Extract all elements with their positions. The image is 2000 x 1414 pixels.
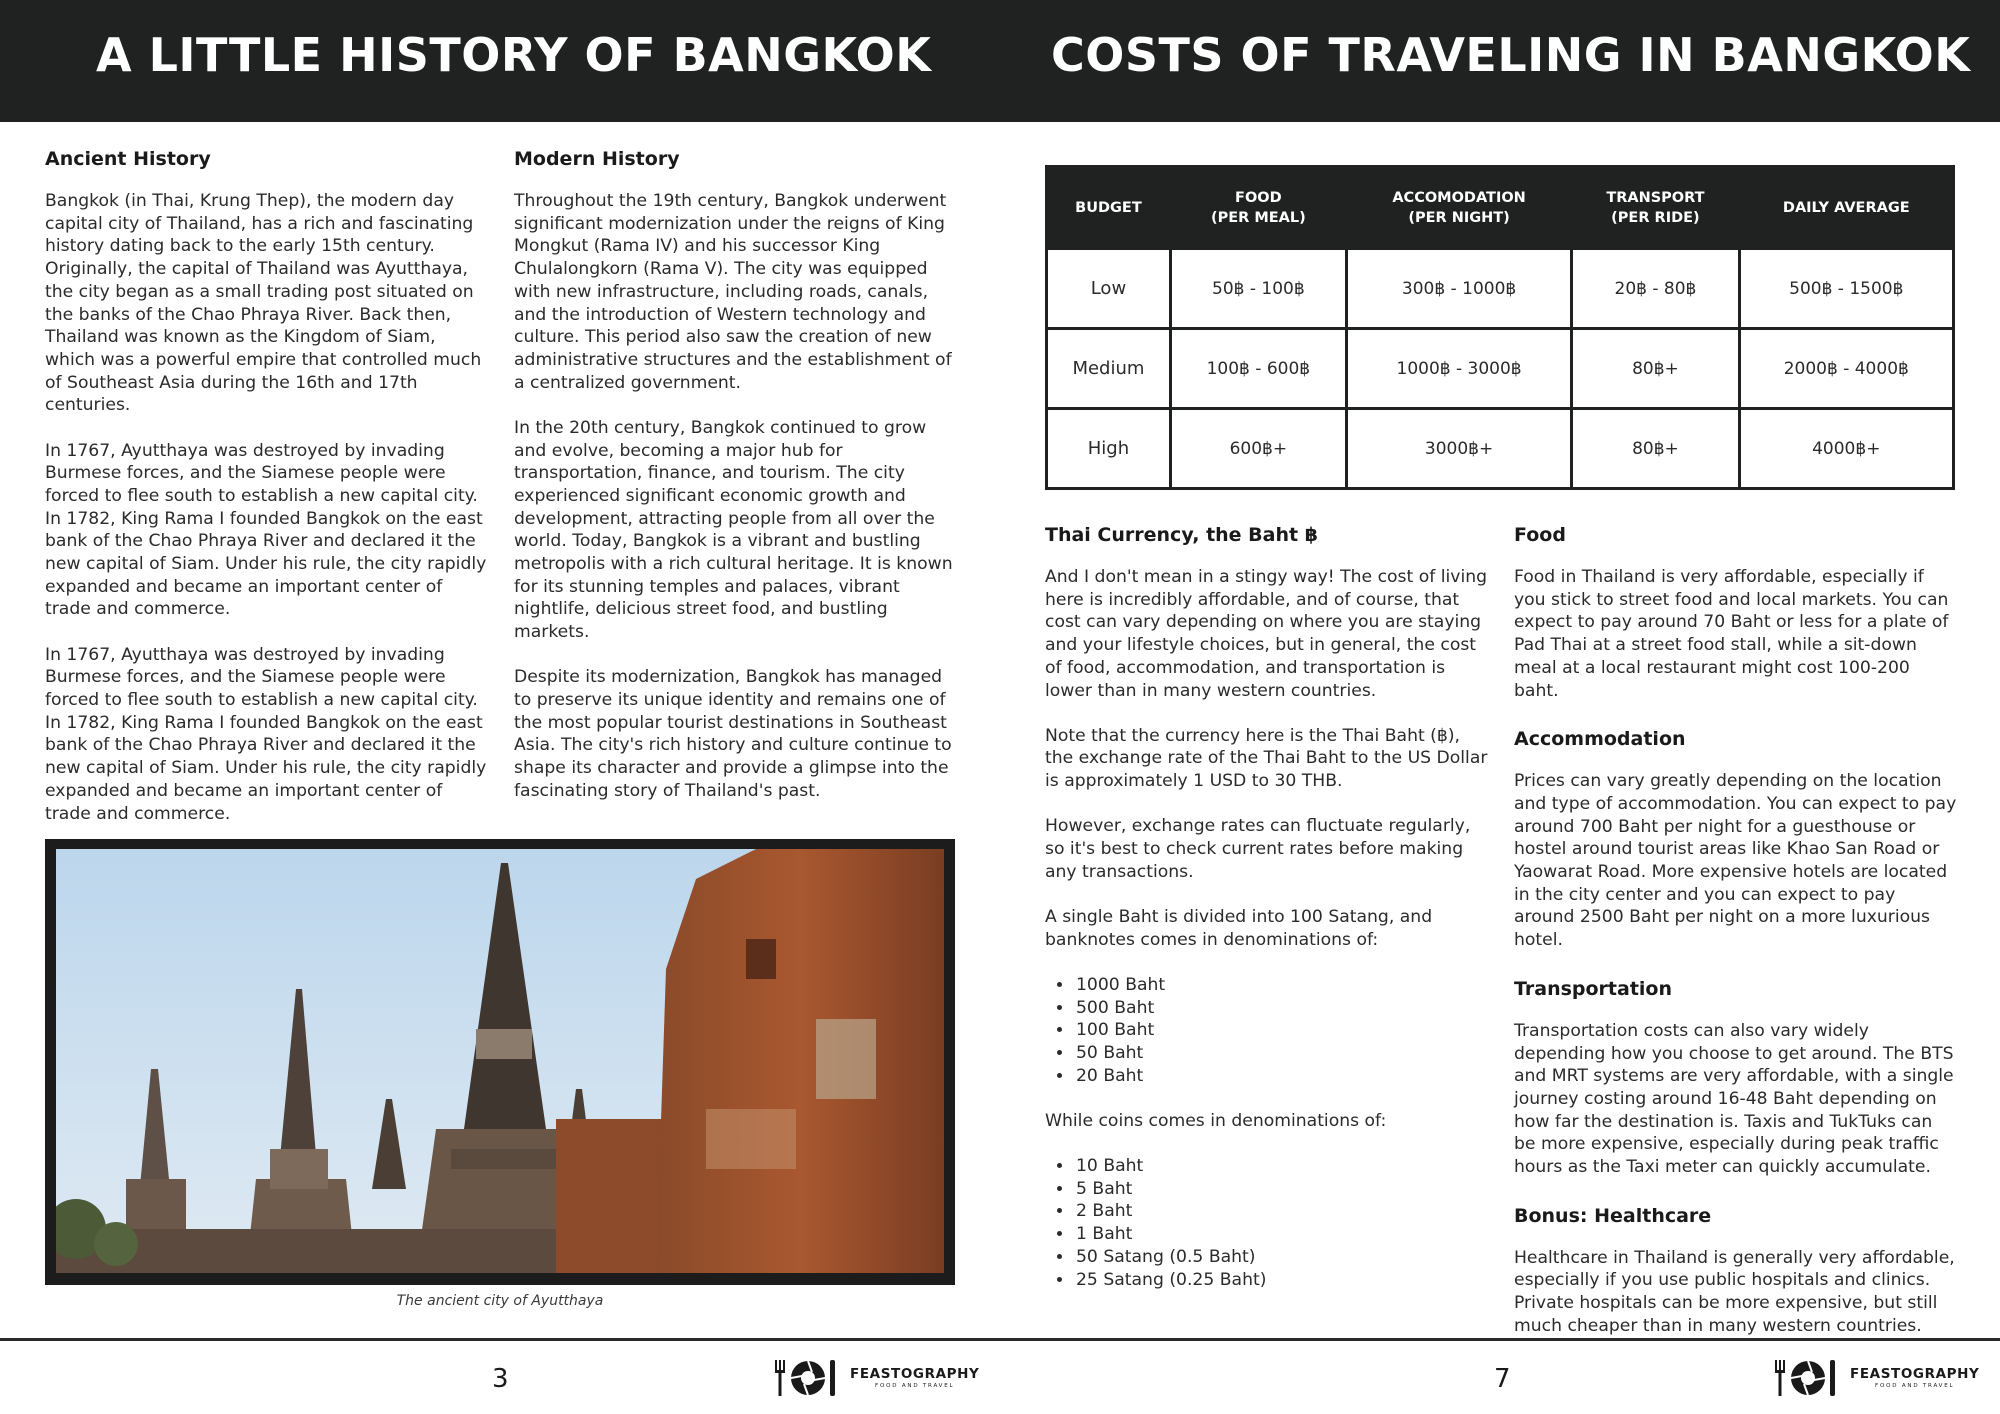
- logo-text: [1850, 1367, 1979, 1390]
- right-page-title: COSTS OF TRAVELING IN BANGKOK: [1051, 28, 1971, 82]
- table-cell: 1000฿ - 3000฿: [1346, 329, 1571, 409]
- transportation-heading: Transportation: [1514, 977, 1673, 1000]
- table-cell: 3000฿+: [1346, 409, 1571, 489]
- list-item: • 5 Baht: [1074, 1178, 1490, 1201]
- table-header: FOOD (PER MEAL): [1170, 167, 1346, 249]
- list-item: • 25 Satang (0.25 Baht): [1074, 1269, 1490, 1292]
- logo-tagline: FOOD AND TRAVEL: [875, 1382, 955, 1389]
- table-cell: 80฿+: [1572, 409, 1739, 489]
- ancient-history-heading: Ancient History: [45, 148, 211, 170]
- list-item: • 10 Baht: [1074, 1155, 1490, 1178]
- ancient-paragraph: Bangkok (in Thai, Krung Thep), the modern day capital city of Thailand, has a rich and fascinating history dating back to the early 15th century. Originally, the capital of Thailand was Ayutthaya, the city began as a small trading post situated on the banks of the Chao Phraya River. Back then, Thailand was known as the Kingdom of Siam, which was a powerful empire that controlled much of Southeast Asia during the 16th and 17th centuries.: [45, 191, 482, 416]
- table-header: DAILY AVERAGE: [1739, 167, 1953, 249]
- table-cell: 2000฿ - 4000฿: [1739, 329, 1953, 409]
- currency-heading: Thai Currency, the Baht ฿: [1045, 524, 1318, 546]
- table-cell: Medium: [1047, 329, 1171, 409]
- currency-paragraph: A single Baht is divided into 100 Satang, and banknotes comes in denominations of:: [1045, 906, 1433, 950]
- right-footer-divider: [1000, 1338, 2000, 1341]
- list-item: • 2 Baht: [1074, 1200, 1490, 1223]
- ancient-history-column: [45, 147, 489, 848]
- coins-list: [1074, 1155, 1490, 1291]
- list-item: • 1000 Baht: [1074, 974, 1490, 997]
- ancient-paragraph: In 1767, Ayutthaya was destroyed by invading Burmese forces, and the Siamese people were forced to flee south to establish a new capital city. In 1782, King Rama I founded Bangkok on the east bank of the Chao Phraya River and declared it the new capital of Siam. Under his rule, the city rapidly expanded and became an important center of trade and commerce.: [45, 440, 487, 620]
- modern-paragraph: In the 20th century, Bangkok continued to grow and evolve, becoming a major hub for transportation, finance, and tourism. The city experienced significant economic growth and development, attracting people from all over the world. Today, Bangkok is a vibrant and bustling metropolis with a rich cultural heritage. It is known for its stunning temples and palaces, vibrant nightlife, delicious street food, and bustling markets.: [514, 417, 953, 643]
- currency-paragraph: While coins comes in denominations of:: [1045, 1110, 1387, 1131]
- table-row: [1047, 329, 1954, 409]
- header-bar: [0, 0, 2000, 122]
- table-cell: 300฿ - 1000฿: [1346, 249, 1571, 329]
- table-header: ACCOMODATION (PER NIGHT): [1346, 167, 1571, 249]
- table-header-row: [1047, 167, 1954, 249]
- currency-column: [1045, 523, 1490, 1314]
- accommodation-heading: Accommodation: [1514, 728, 1686, 751]
- costs-column: [1514, 523, 1959, 1363]
- table-header: BUDGET: [1047, 167, 1171, 249]
- travel-costs-table: [1045, 165, 1955, 490]
- ayutthaya-photo-frame: [45, 839, 955, 1285]
- left-page-title: A LITTLE HISTORY OF BANGKOK: [96, 28, 932, 82]
- accommodation-text: Prices can vary greatly depending on the location and type of accommodation. You can expect to pay around 700 Baht per night for a guesthouse or hostel around tourist areas like Khao San Road or Yaowarat Road. More expensive hotels are located in the city center and you can expect to pay around 2500 Baht per night on a more luxurious hotel.: [1514, 771, 1957, 951]
- table-row: [1047, 249, 1954, 329]
- logo-brand: FEASTOGRAPHY: [850, 1365, 980, 1382]
- feastography-logo-right: [1770, 1358, 1979, 1398]
- list-item: • 50 Satang (0.5 Baht): [1074, 1246, 1490, 1269]
- table-cell: 80฿+: [1572, 329, 1739, 409]
- list-item: • 1 Baht: [1074, 1223, 1490, 1246]
- table-cell: High: [1047, 409, 1171, 489]
- table-cell: 20฿ - 80฿: [1572, 249, 1739, 329]
- logo-tagline: FOOD AND TRAVEL: [1875, 1382, 1955, 1389]
- table-cell: 100฿ - 600฿: [1170, 329, 1346, 409]
- modern-paragraph: Throughout the 19th century, Bangkok underwent significant modernization under the reigns of King Mongkut (Rama IV) and his successor King Chulalongkorn (Rama V). The city was equipped with new infrastructure, including roads, canals, and the introduction of Western technology and culture. This period also saw the creation of new administrative structures and the establishment of a centralized government.: [514, 191, 952, 393]
- table-cell: 4000฿+: [1739, 409, 1953, 489]
- currency-paragraph: Note that the currency here is the Thai Baht (฿), the exchange rate of the Thai Baht to the US Dollar is approximately 1 USD to 30 THB.: [1045, 725, 1488, 792]
- list-item: • 50 Baht: [1074, 1042, 1490, 1065]
- healthcare-text: Healthcare in Thailand is generally very affordable, especially if you use public hospitals and clinics. Private hospitals can be more expensive, but still much cheaper than in many western countries.: [1514, 1247, 1955, 1336]
- currency-paragraph: However, exchange rates can fluctuate regularly, so it's best to check current rates before making any transactions.: [1045, 816, 1471, 882]
- left-footer-divider: [0, 1338, 1000, 1341]
- currency-paragraph: And I don't mean in a stingy way! The cost of living here is incredibly affordable, and of course, that cost can vary depending on where you are staying and your lifestyle choices, but in general, the cost of food, accommodation, and transportation is lower than in many western countries.: [1045, 567, 1488, 701]
- table-cell: Low: [1047, 249, 1171, 329]
- modern-history-column: [514, 147, 958, 825]
- list-item: • 500 Baht: [1074, 997, 1490, 1020]
- modern-paragraph: Despite its modernization, Bangkok has managed to preserve its unique identity and remains one of the most popular tourist destinations in Southeast Asia. The city's rich history and culture continue to shape its character and provide a glimpse into the fascinating story of Thailand's past.: [514, 667, 952, 801]
- healthcare-heading: Bonus: Healthcare: [1514, 1204, 1712, 1227]
- food-heading: Food: [1514, 524, 1566, 546]
- ancient-paragraph: In 1767, Ayutthaya was destroyed by invading Burmese forces, and the Siamese people were forced to flee south to establish a new capital city. In 1782, King Rama I founded Bangkok on the east bank of the Chao Phraya River and declared it the new capital of Siam. Under his rule, the city rapidly expanded and became an important center of trade and commerce.: [45, 644, 487, 824]
- banknotes-list: [1074, 974, 1490, 1088]
- left-page-number: 3: [492, 1364, 509, 1394]
- fork-aperture-icon: [1770, 1358, 1842, 1398]
- transportation-text: Transportation costs can also vary widely depending how you choose to get around. The BTS and MRT systems are very affordable, with a single journey costing around 16-48 Baht depending on how far the destination is. Taxis and TukTuks can be more expensive, especially during peak traffic hours as the Taxi meter can quickly accumulate.: [1514, 1020, 1954, 1178]
- fork-aperture-icon: [770, 1358, 842, 1398]
- table-cell: 50฿ - 100฿: [1170, 249, 1346, 329]
- ayutthaya-photo: [56, 849, 944, 1273]
- ayutthaya-illustration: [56, 849, 944, 1273]
- table-header: TRANSPORT (PER RIDE): [1572, 167, 1739, 249]
- feastography-logo-left: [770, 1358, 979, 1398]
- logo-text: [850, 1367, 979, 1390]
- table-cell: 600฿+: [1170, 409, 1346, 489]
- food-text: Food in Thailand is very affordable, especially if you stick to street food and local markets. You can expect to pay around 70 Baht or less for a plate of Pad Thai at a street food stall, while a sit-down meal at a local restaurant might cost 100-200 baht.: [1514, 567, 1949, 701]
- table-cell: 500฿ - 1500฿: [1739, 249, 1953, 329]
- logo-brand: FEASTOGRAPHY: [1850, 1365, 1980, 1382]
- modern-history-heading: Modern History: [514, 148, 680, 170]
- right-page-number: 7: [1494, 1364, 1511, 1394]
- list-item: • 20 Baht: [1074, 1065, 1490, 1088]
- photo-caption: The ancient city of Ayutthaya: [396, 1293, 604, 1309]
- list-item: • 100 Baht: [1074, 1019, 1490, 1042]
- table-row: [1047, 409, 1954, 489]
